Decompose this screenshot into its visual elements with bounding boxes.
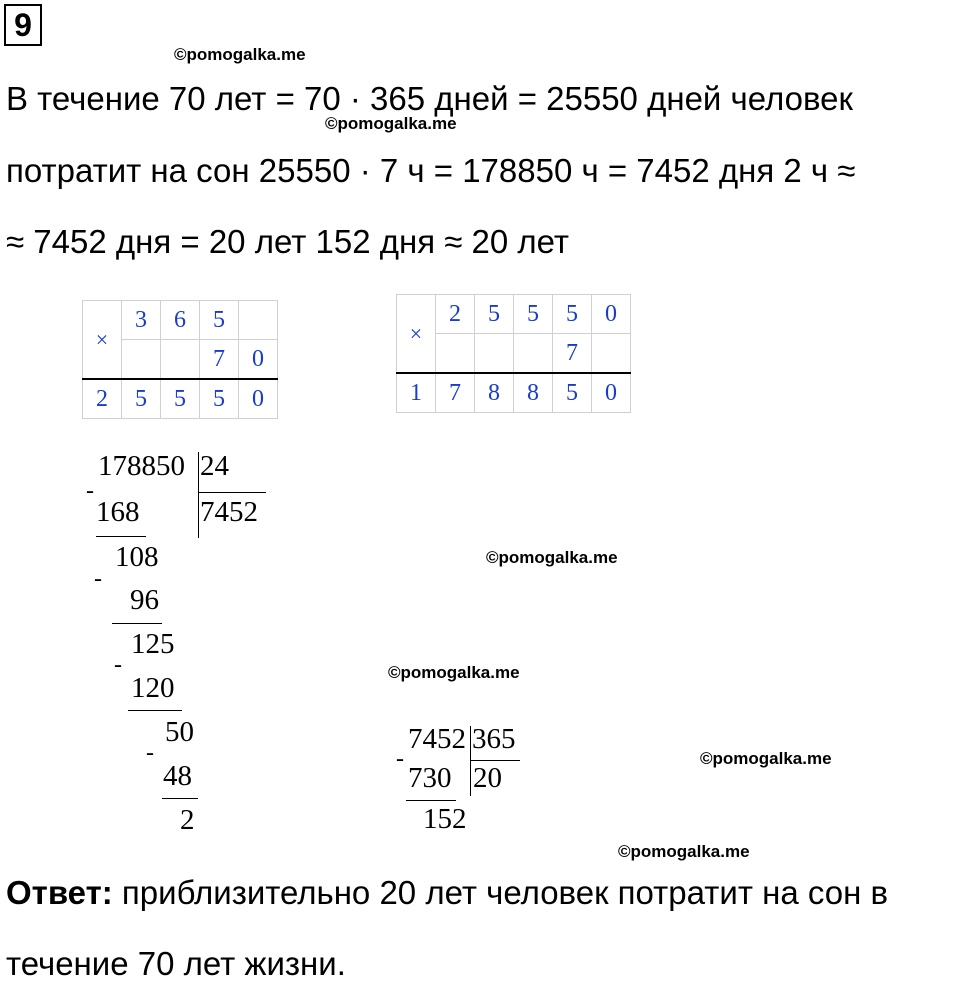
division-step: 96 — [130, 584, 159, 616]
watermark: ©pomogalka.me — [700, 749, 832, 768]
multiply-sign: × — [83, 301, 122, 380]
answer-text: приблизительно 20 лет человек потратит на сон в — [112, 874, 888, 911]
division-step: 48 — [163, 760, 192, 792]
division-step: 730 — [408, 762, 452, 794]
solution-line-2: потратит на сон 25550 · 7 ч = 178850 ч = 7452 дня 2 ч ≈ — [6, 152, 856, 189]
result-digit: 5 — [122, 379, 161, 419]
result-digit: 5 — [200, 379, 239, 419]
digit-cell: 5 — [475, 295, 514, 334]
result-digit: 5 — [161, 379, 200, 419]
quotient: 20 — [473, 762, 502, 794]
division-step: 125 — [131, 628, 175, 660]
digit-cell: 0 — [592, 295, 631, 334]
division-vertical-line — [470, 726, 471, 796]
digit-cell: 7 — [553, 334, 592, 374]
multiplication-365-by-70 — [82, 300, 278, 419]
result-digit: 8 — [514, 373, 553, 413]
minus-sign: - — [94, 566, 102, 592]
minus-sign: - — [114, 652, 122, 678]
digit-cell — [161, 340, 200, 380]
divisor: 24 — [200, 450, 229, 482]
minus-sign: - — [146, 740, 154, 766]
digit-cell: 5 — [200, 301, 239, 340]
digit-cell: 5 — [553, 295, 592, 334]
quotient: 7452 — [200, 496, 258, 528]
digit-cell — [436, 334, 475, 374]
step-underline — [162, 798, 198, 799]
divisor-underline — [198, 492, 266, 493]
solution-line-3: ≈ 7452 дня = 20 лет 152 дня ≈ 20 лет — [6, 223, 570, 260]
division-remainder: 2 — [180, 804, 195, 836]
watermark: ©pomogalka.me — [325, 114, 457, 133]
result-digit: 7 — [436, 373, 475, 413]
division-remainder: 152 — [423, 803, 467, 835]
dividend: 7452 — [408, 723, 466, 755]
watermark: ©pomogalka.me — [174, 45, 306, 64]
step-underline — [96, 536, 146, 537]
digit-cell — [592, 334, 631, 374]
digit-cell: 6 — [161, 301, 200, 340]
solution-line-1: В течение 70 лет = 70 · 365 дней = 25550 дней человек — [6, 80, 853, 117]
digit-cell — [122, 340, 161, 380]
answer-label: Ответ: — [6, 874, 113, 911]
multiplication-25550-by-7 — [396, 294, 631, 413]
digit-cell: 2 — [436, 295, 475, 334]
result-digit: 5 — [553, 373, 592, 413]
result-digit: 8 — [475, 373, 514, 413]
division-step: 108 — [115, 541, 159, 573]
watermark: ©pomogalka.me — [486, 548, 618, 567]
result-digit: 1 — [397, 373, 436, 413]
result-digit: 0 — [592, 373, 631, 413]
multiply-sign: × — [397, 295, 436, 374]
division-step: 120 — [131, 672, 175, 704]
step-underline — [406, 800, 456, 801]
answer-line-1 — [6, 874, 888, 912]
digit-cell — [239, 301, 278, 340]
step-underline — [112, 623, 162, 624]
result-digit: 0 — [239, 379, 278, 419]
digit-cell — [514, 334, 553, 374]
dividend: 178850 — [98, 450, 185, 482]
answer-line-2: течение 70 лет жизни. — [6, 945, 346, 982]
watermark: ©pomogalka.me — [388, 663, 520, 682]
digit-cell: 7 — [200, 340, 239, 380]
watermark: ©pomogalka.me — [618, 842, 750, 861]
divisor-underline — [470, 760, 520, 761]
divisor: 365 — [472, 723, 516, 755]
task-number: 9 — [4, 4, 42, 46]
result-digit: 2 — [83, 379, 122, 419]
minus-sign: - — [396, 746, 404, 772]
digit-cell: 5 — [514, 295, 553, 334]
minus-sign: - — [86, 478, 94, 504]
division-step: 50 — [165, 716, 194, 748]
division-step: 168 — [96, 496, 140, 528]
digit-cell: 0 — [239, 340, 278, 380]
digit-cell: 3 — [122, 301, 161, 340]
division-vertical-line — [198, 452, 199, 538]
digit-cell — [475, 334, 514, 374]
step-underline — [128, 710, 182, 711]
